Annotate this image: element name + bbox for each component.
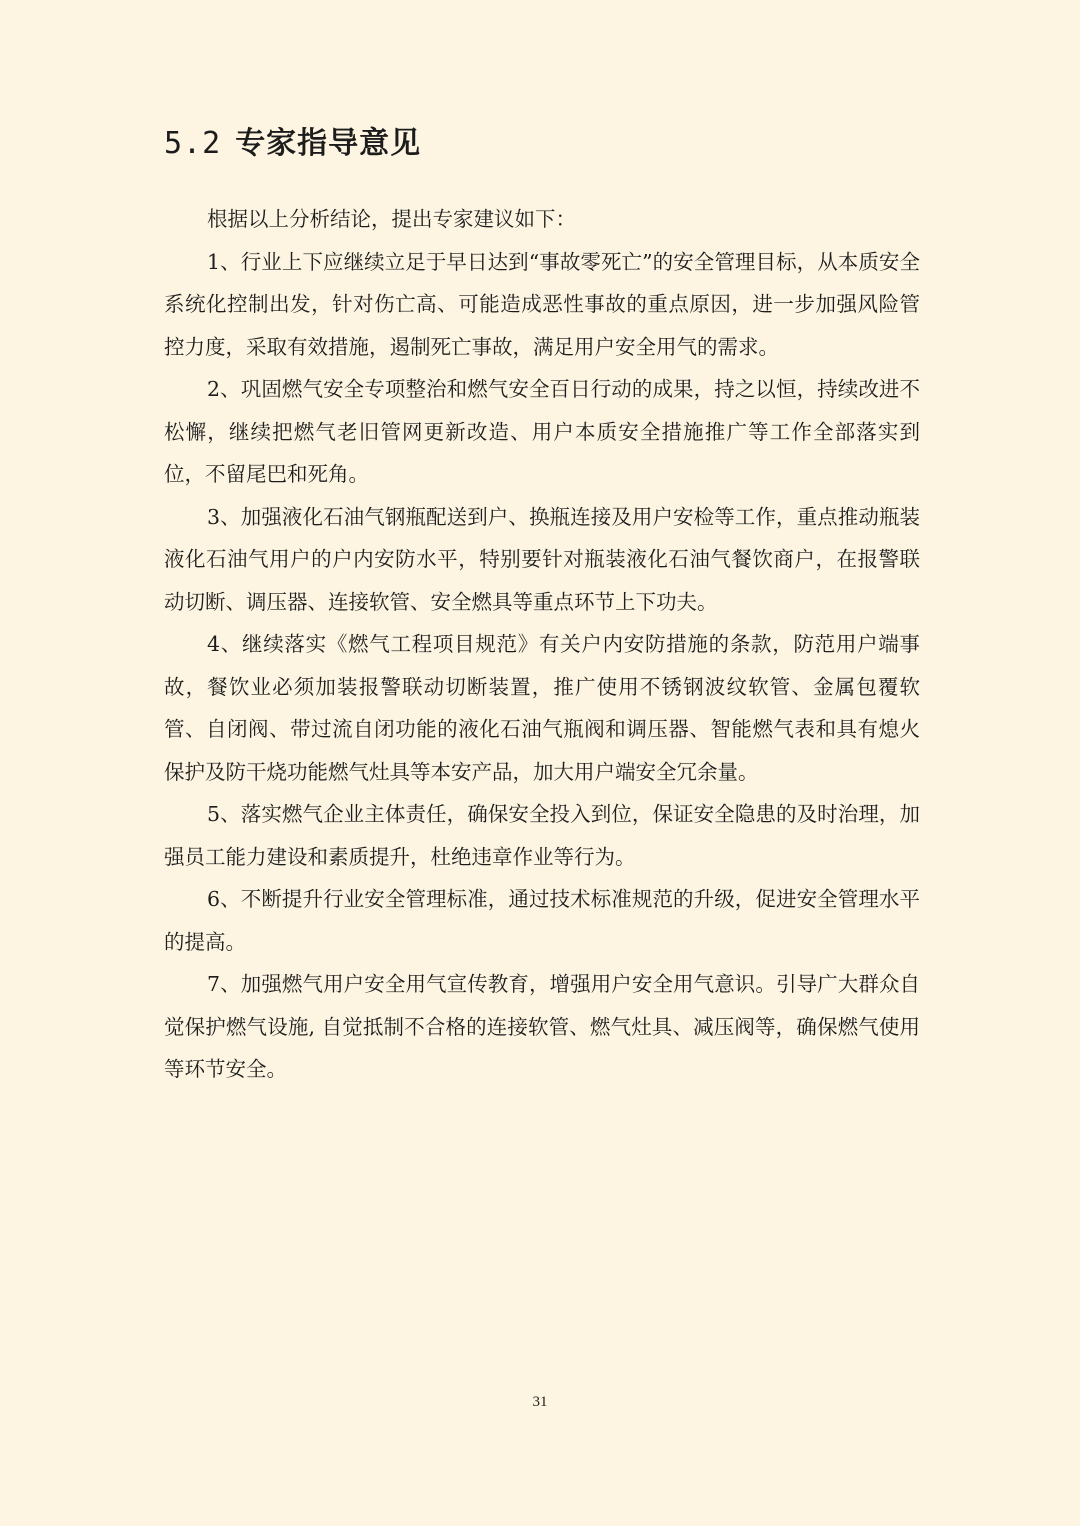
page-number: 31 [532, 1394, 548, 1410]
recommendation-2: 2、巩固燃气安全专项整治和燃气安全百日行动的成果，持之以恒，持续改进不松懈，继续把燃气老旧管网更新改造、用户本质安全措施推广等工作全部落实到位，不留尾巴和死角。 [164, 377, 920, 486]
section-title: 专家指导意见 [235, 126, 422, 161]
recommendation-7: 7、加强燃气用户安全用气宣传教育，增强用户安全用气意识。引导广大群众自觉保护燃气设施, 自觉抵制不合格的连接软管、燃气灶具、减压阀等，确保燃气使用等环节安全。 [164, 972, 920, 1081]
section-number: 5.2 [164, 126, 222, 161]
recommendation-1: 1、行业上下应继续立足于早日达到“事故零死亡”的安全管理目标，从本质安全系统化控制出发，针对伤亡高、可能造成恶性事故的重点原因，进一步加强风险管控力度，采取有效措施，遏制死亡事故，满足用户安全用气的需求。 [164, 249, 920, 359]
recommendation-4: 4、继续落实《燃气工程项目规范》有关户内安防措施的条款，防范用户端事故，餐饮业必须加装报警联动切断装置，推广使用不锈钢波纹软管、金属包覆软管、自闭阀、带过流自闭功能的液化石油气瓶阀和调压器、智能燃气表和具有熄火保护及防干烧功能燃气灶具等本安产品，加大用户端安全冗余量。 [164, 632, 920, 784]
section-heading [164, 118, 421, 170]
recommendation-6: 6、不断提升行业安全管理标准，通过技术标准规范的升级，促进安全管理水平的提高。 [164, 887, 920, 954]
recommendation-3: 3、加强液化石油气钢瓶配送到户、换瓶连接及用户安检等工作，重点推动瓶装液化石油气用户的户内安防水平，特别要针对瓶装液化石油气餐饮商户，在报警联动切断、调压器、连接软管、安全燃具等重点环节上下功夫。 [164, 504, 920, 614]
body-text [164, 198, 920, 1091]
intro-paragraph: 根据以上分析结论，提出专家建议如下： [207, 207, 577, 231]
recommendation-5: 5、落实燃气企业主体责任，确保安全投入到位，保证安全隐患的及时治理，加强员工能力建设和素质提升，杜绝违章作业等行为。 [164, 802, 920, 869]
